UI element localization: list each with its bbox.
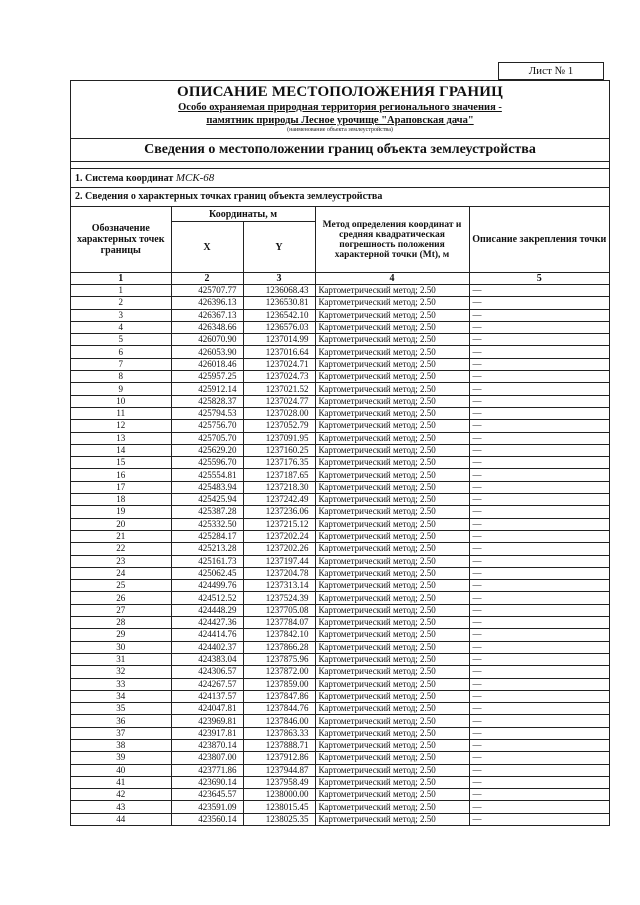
table-row xyxy=(71,494,609,506)
method-cell: Картометрический метод; 2.50 xyxy=(315,383,469,395)
description-cell: — xyxy=(469,801,609,813)
table-row xyxy=(71,592,609,604)
object-name-caption: (наименование объекта землеустройства) xyxy=(287,127,393,133)
table-row xyxy=(71,764,609,776)
table-row xyxy=(71,801,609,813)
table-row xyxy=(71,309,609,321)
x-coordinate-cell: 425554.81 xyxy=(171,469,243,481)
point-number-cell: 30 xyxy=(71,641,171,653)
table-row xyxy=(71,346,609,358)
method-cell: Картометрический метод; 2.50 xyxy=(315,444,469,456)
coordinate-system-line xyxy=(71,169,609,188)
y-coordinate-cell: 1236542.10 xyxy=(243,309,315,321)
table-row xyxy=(71,518,609,530)
y-coordinate-cell: 1237160.25 xyxy=(243,444,315,456)
method-cell: Картометрический метод; 2.50 xyxy=(315,776,469,788)
x-coordinate-cell: 423690.14 xyxy=(171,776,243,788)
point-number-cell: 36 xyxy=(71,715,171,727)
x-coordinate-cell: 423969.81 xyxy=(171,715,243,727)
table-row xyxy=(71,506,609,518)
x-coordinate-cell: 424047.81 xyxy=(171,703,243,715)
method-cell: Картометрический метод; 2.50 xyxy=(315,407,469,419)
y-coordinate-cell: 1237197.44 xyxy=(243,555,315,567)
x-coordinate-cell: 425705.70 xyxy=(171,432,243,444)
method-cell: Картометрический метод; 2.50 xyxy=(315,764,469,776)
method-cell: Картометрический метод; 2.50 xyxy=(315,334,469,346)
x-coordinate-cell: 425161.73 xyxy=(171,555,243,567)
point-number-cell: 41 xyxy=(71,776,171,788)
point-number-cell: 44 xyxy=(71,813,171,825)
y-coordinate-cell: 1237024.73 xyxy=(243,371,315,383)
y-coordinate-cell: 1237958.49 xyxy=(243,776,315,788)
y-coordinate-cell: 1238015.45 xyxy=(243,801,315,813)
column-number-row xyxy=(71,273,609,285)
point-number-cell: 40 xyxy=(71,764,171,776)
y-coordinate-cell: 1237016.64 xyxy=(243,346,315,358)
x-coordinate-cell: 426396.13 xyxy=(171,297,243,309)
description-cell: — xyxy=(469,653,609,665)
y-coordinate-cell: 1237091.95 xyxy=(243,432,315,444)
description-cell: — xyxy=(469,567,609,579)
y-coordinate-cell: 1237052.79 xyxy=(243,420,315,432)
point-number-cell: 43 xyxy=(71,801,171,813)
y-coordinate-cell: 1237888.71 xyxy=(243,739,315,751)
section-title: Сведения о местоположении границ объекта землеустройства xyxy=(71,139,609,162)
point-number-cell: 34 xyxy=(71,690,171,702)
description-cell: — xyxy=(469,407,609,419)
table-row xyxy=(71,285,609,297)
x-coordinate-cell: 423807.00 xyxy=(171,752,243,764)
description-cell: — xyxy=(469,481,609,493)
method-cell: Картометрический метод; 2.50 xyxy=(315,297,469,309)
y-coordinate-cell: 1237844.76 xyxy=(243,703,315,715)
point-number-cell: 25 xyxy=(71,580,171,592)
y-coordinate-cell: 1237202.26 xyxy=(243,543,315,555)
y-coordinate-cell: 1237021.52 xyxy=(243,383,315,395)
point-number-cell: 9 xyxy=(71,383,171,395)
column-number: 3 xyxy=(243,273,315,285)
description-cell: — xyxy=(469,371,609,383)
y-coordinate-cell: 1237875.96 xyxy=(243,653,315,665)
y-coordinate-cell: 1237028.00 xyxy=(243,407,315,419)
x-coordinate-cell: 424427.36 xyxy=(171,617,243,629)
object-name-line-2: памятник природы Лесное урочище "Араповская дача" xyxy=(206,115,474,126)
method-cell: Картометрический метод; 2.50 xyxy=(315,727,469,739)
x-coordinate-cell: 425213.28 xyxy=(171,543,243,555)
y-coordinate-cell: 1237187.65 xyxy=(243,469,315,481)
table-row xyxy=(71,530,609,542)
x-coordinate-cell: 424402.37 xyxy=(171,641,243,653)
y-coordinate-cell: 1237024.77 xyxy=(243,395,315,407)
table-row xyxy=(71,543,609,555)
description-cell: — xyxy=(469,617,609,629)
points-table-body xyxy=(71,285,609,826)
y-coordinate-cell: 1237847.86 xyxy=(243,690,315,702)
description-cell: — xyxy=(469,530,609,542)
y-coordinate-cell: 1237236.06 xyxy=(243,506,315,518)
method-cell: Картометрический метод; 2.50 xyxy=(315,789,469,801)
x-coordinate-cell: 423645.57 xyxy=(171,789,243,801)
x-coordinate-cell: 425629.20 xyxy=(171,444,243,456)
x-coordinate-cell: 425912.14 xyxy=(171,383,243,395)
point-number-cell: 19 xyxy=(71,506,171,518)
point-number-cell: 7 xyxy=(71,358,171,370)
description-cell: — xyxy=(469,666,609,678)
header-point: Обозначение характерных точек границы xyxy=(71,207,171,273)
table-row xyxy=(71,653,609,665)
column-number: 4 xyxy=(315,273,469,285)
description-cell: — xyxy=(469,678,609,690)
x-coordinate-cell: 424267.57 xyxy=(171,678,243,690)
y-coordinate-cell: 1236576.03 xyxy=(243,321,315,333)
description-cell: — xyxy=(469,444,609,456)
x-coordinate-cell: 425387.28 xyxy=(171,506,243,518)
method-cell: Картометрический метод; 2.50 xyxy=(315,420,469,432)
header-y: Y xyxy=(243,222,315,273)
description-cell: — xyxy=(469,813,609,825)
header-coords: Координаты, м xyxy=(171,207,315,222)
method-cell: Картометрический метод; 2.50 xyxy=(315,666,469,678)
y-coordinate-cell: 1237859.00 xyxy=(243,678,315,690)
sheet-number: Лист № 1 xyxy=(498,62,604,80)
table-row xyxy=(71,297,609,309)
y-coordinate-cell: 1237024.71 xyxy=(243,358,315,370)
table-row xyxy=(71,334,609,346)
description-cell: — xyxy=(469,776,609,788)
y-coordinate-cell: 1236530.81 xyxy=(243,297,315,309)
point-number-cell: 23 xyxy=(71,555,171,567)
method-cell: Картометрический метод; 2.50 xyxy=(315,530,469,542)
document-frame xyxy=(70,80,610,826)
table-row xyxy=(71,567,609,579)
description-cell: — xyxy=(469,555,609,567)
point-number-cell: 12 xyxy=(71,420,171,432)
table-row xyxy=(71,813,609,825)
table-row xyxy=(71,629,609,641)
method-cell: Картометрический метод; 2.50 xyxy=(315,543,469,555)
x-coordinate-cell: 424414.76 xyxy=(171,629,243,641)
description-cell: — xyxy=(469,506,609,518)
table-row xyxy=(71,617,609,629)
x-coordinate-cell: 425062.45 xyxy=(171,567,243,579)
y-coordinate-cell: 1237218.30 xyxy=(243,481,315,493)
description-cell: — xyxy=(469,334,609,346)
point-number-cell: 35 xyxy=(71,703,171,715)
description-cell: — xyxy=(469,395,609,407)
y-coordinate-cell: 1237215.12 xyxy=(243,518,315,530)
method-cell: Картометрический метод; 2.50 xyxy=(315,285,469,297)
x-coordinate-cell: 425828.37 xyxy=(171,395,243,407)
point-number-cell: 38 xyxy=(71,739,171,751)
method-cell: Картометрический метод; 2.50 xyxy=(315,518,469,530)
point-number-cell: 32 xyxy=(71,666,171,678)
method-cell: Картометрический метод; 2.50 xyxy=(315,506,469,518)
method-cell: Картометрический метод; 2.50 xyxy=(315,321,469,333)
table-row xyxy=(71,420,609,432)
table-row xyxy=(71,383,609,395)
method-cell: Картометрический метод; 2.50 xyxy=(315,813,469,825)
point-number-cell: 26 xyxy=(71,592,171,604)
coordinate-system-value: МСК-68 xyxy=(175,172,215,184)
method-cell: Картометрический метод; 2.50 xyxy=(315,457,469,469)
description-cell: — xyxy=(469,592,609,604)
point-number-cell: 4 xyxy=(71,321,171,333)
point-number-cell: 6 xyxy=(71,346,171,358)
table-row xyxy=(71,678,609,690)
x-coordinate-cell: 424383.04 xyxy=(171,653,243,665)
y-coordinate-cell: 1238000.00 xyxy=(243,789,315,801)
point-number-cell: 11 xyxy=(71,407,171,419)
x-coordinate-cell: 424448.29 xyxy=(171,604,243,616)
table-row xyxy=(71,776,609,788)
y-coordinate-cell: 1237863.33 xyxy=(243,727,315,739)
point-number-cell: 13 xyxy=(71,432,171,444)
description-cell: — xyxy=(469,580,609,592)
header-x: X xyxy=(171,222,243,273)
table-row xyxy=(71,580,609,592)
y-coordinate-cell: 1237944.87 xyxy=(243,764,315,776)
table-row xyxy=(71,752,609,764)
description-cell: — xyxy=(469,703,609,715)
point-number-cell: 8 xyxy=(71,371,171,383)
method-cell: Картометрический метод; 2.50 xyxy=(315,309,469,321)
y-coordinate-cell: 1237176.35 xyxy=(243,457,315,469)
method-cell: Картометрический метод; 2.50 xyxy=(315,739,469,751)
point-number-cell: 20 xyxy=(71,518,171,530)
description-cell: — xyxy=(469,358,609,370)
table-row xyxy=(71,690,609,702)
description-cell: — xyxy=(469,285,609,297)
method-cell: Картометрический метод; 2.50 xyxy=(315,653,469,665)
y-coordinate-cell: 1237204.78 xyxy=(243,567,315,579)
x-coordinate-cell: 423917.81 xyxy=(171,727,243,739)
y-coordinate-cell: 1236068.43 xyxy=(243,285,315,297)
header-method: Метод определения координат и средняя квадратическая погрешность положения характерной точки (Mt), м xyxy=(315,207,469,273)
table-row xyxy=(71,358,609,370)
point-number-cell: 2 xyxy=(71,297,171,309)
x-coordinate-cell: 425707.77 xyxy=(171,285,243,297)
method-cell: Картометрический метод; 2.50 xyxy=(315,703,469,715)
x-coordinate-cell: 424512.52 xyxy=(171,592,243,604)
x-coordinate-cell: 425425.94 xyxy=(171,494,243,506)
y-coordinate-cell: 1237524.39 xyxy=(243,592,315,604)
x-coordinate-cell: 425756.70 xyxy=(171,420,243,432)
x-coordinate-cell: 425483.94 xyxy=(171,481,243,493)
y-coordinate-cell: 1237014.99 xyxy=(243,334,315,346)
method-cell: Картометрический метод; 2.50 xyxy=(315,580,469,592)
method-cell: Картометрический метод; 2.50 xyxy=(315,690,469,702)
point-number-cell: 5 xyxy=(71,334,171,346)
table-row xyxy=(71,727,609,739)
x-coordinate-cell: 424137.57 xyxy=(171,690,243,702)
object-name-line-1: Особо охраняемая природная территория регионального значения - xyxy=(178,102,502,113)
method-cell: Картометрический метод; 2.50 xyxy=(315,432,469,444)
table-row xyxy=(71,789,609,801)
y-coordinate-cell: 1237866.28 xyxy=(243,641,315,653)
table-row xyxy=(71,703,609,715)
method-cell: Картометрический метод; 2.50 xyxy=(315,469,469,481)
y-coordinate-cell: 1237912.86 xyxy=(243,752,315,764)
table-row xyxy=(71,739,609,751)
point-number-cell: 17 xyxy=(71,481,171,493)
description-cell: — xyxy=(469,752,609,764)
y-coordinate-cell: 1237705.08 xyxy=(243,604,315,616)
description-cell: — xyxy=(469,641,609,653)
x-coordinate-cell: 425957.25 xyxy=(171,371,243,383)
point-number-cell: 27 xyxy=(71,604,171,616)
points-section-label: 2. Сведения о характерных точках границ объекта землеустройства xyxy=(71,188,609,207)
y-coordinate-cell: 1237846.00 xyxy=(243,715,315,727)
description-cell: — xyxy=(469,727,609,739)
x-coordinate-cell: 425596.70 xyxy=(171,457,243,469)
description-cell: — xyxy=(469,457,609,469)
method-cell: Картометрический метод; 2.50 xyxy=(315,481,469,493)
description-cell: — xyxy=(469,690,609,702)
method-cell: Картометрический метод; 2.50 xyxy=(315,678,469,690)
description-cell: — xyxy=(469,383,609,395)
method-cell: Картометрический метод; 2.50 xyxy=(315,617,469,629)
x-coordinate-cell: 426367.13 xyxy=(171,309,243,321)
document-title: ОПИСАНИЕ МЕСТОПОЛОЖЕНИЯ ГРАНИЦ xyxy=(177,84,503,100)
point-number-cell: 29 xyxy=(71,629,171,641)
table-row xyxy=(71,395,609,407)
description-cell: — xyxy=(469,604,609,616)
point-number-cell: 10 xyxy=(71,395,171,407)
method-cell: Картометрический метод; 2.50 xyxy=(315,604,469,616)
point-number-cell: 1 xyxy=(71,285,171,297)
description-cell: — xyxy=(469,739,609,751)
x-coordinate-cell: 426018.46 xyxy=(171,358,243,370)
document-header xyxy=(71,81,609,139)
table-row xyxy=(71,371,609,383)
table-row xyxy=(71,604,609,616)
y-coordinate-cell: 1237842.10 xyxy=(243,629,315,641)
method-cell: Картометрический метод; 2.50 xyxy=(315,592,469,604)
header-description: Описание закрепления точки xyxy=(469,207,609,273)
point-number-cell: 33 xyxy=(71,678,171,690)
table-row xyxy=(71,715,609,727)
point-number-cell: 31 xyxy=(71,653,171,665)
description-cell: — xyxy=(469,297,609,309)
point-number-cell: 24 xyxy=(71,567,171,579)
method-cell: Картометрический метод; 2.50 xyxy=(315,494,469,506)
x-coordinate-cell: 423591.09 xyxy=(171,801,243,813)
x-coordinate-cell: 424499.76 xyxy=(171,580,243,592)
spacer-row xyxy=(71,162,609,169)
description-cell: — xyxy=(469,789,609,801)
method-cell: Картометрический метод; 2.50 xyxy=(315,395,469,407)
description-cell: — xyxy=(469,420,609,432)
description-cell: — xyxy=(469,764,609,776)
description-cell: — xyxy=(469,469,609,481)
table-row xyxy=(71,407,609,419)
description-cell: — xyxy=(469,321,609,333)
y-coordinate-cell: 1237784.07 xyxy=(243,617,315,629)
x-coordinate-cell: 423560.14 xyxy=(171,813,243,825)
table-row xyxy=(71,457,609,469)
description-cell: — xyxy=(469,494,609,506)
description-cell: — xyxy=(469,543,609,555)
table-row xyxy=(71,469,609,481)
description-cell: — xyxy=(469,715,609,727)
point-number-cell: 3 xyxy=(71,309,171,321)
point-number-cell: 16 xyxy=(71,469,171,481)
method-cell: Картометрический метод; 2.50 xyxy=(315,629,469,641)
x-coordinate-cell: 424306.57 xyxy=(171,666,243,678)
description-cell: — xyxy=(469,309,609,321)
column-number: 1 xyxy=(71,273,171,285)
description-cell: — xyxy=(469,346,609,358)
y-coordinate-cell: 1237313.14 xyxy=(243,580,315,592)
point-number-cell: 28 xyxy=(71,617,171,629)
point-number-cell: 14 xyxy=(71,444,171,456)
method-cell: Картометрический метод; 2.50 xyxy=(315,358,469,370)
x-coordinate-cell: 425332.50 xyxy=(171,518,243,530)
method-cell: Картометрический метод; 2.50 xyxy=(315,752,469,764)
description-cell: — xyxy=(469,432,609,444)
coordinate-system-label: 1. Система координат xyxy=(75,173,174,184)
method-cell: Картометрический метод; 2.50 xyxy=(315,567,469,579)
description-cell: — xyxy=(469,518,609,530)
table-row xyxy=(71,481,609,493)
y-coordinate-cell: 1237202.24 xyxy=(243,530,315,542)
method-cell: Картометрический метод; 2.50 xyxy=(315,555,469,567)
table-row xyxy=(71,641,609,653)
table-row xyxy=(71,321,609,333)
x-coordinate-cell: 425794.53 xyxy=(171,407,243,419)
point-number-cell: 42 xyxy=(71,789,171,801)
y-coordinate-cell: 1237242.49 xyxy=(243,494,315,506)
description-cell: — xyxy=(469,629,609,641)
table-row xyxy=(71,555,609,567)
point-number-cell: 39 xyxy=(71,752,171,764)
method-cell: Картометрический метод; 2.50 xyxy=(315,641,469,653)
point-number-cell: 37 xyxy=(71,727,171,739)
point-number-cell: 15 xyxy=(71,457,171,469)
points-table xyxy=(71,207,609,825)
column-number: 5 xyxy=(469,273,609,285)
point-number-cell: 18 xyxy=(71,494,171,506)
table-row xyxy=(71,444,609,456)
method-cell: Картометрический метод; 2.50 xyxy=(315,715,469,727)
table-row xyxy=(71,432,609,444)
method-cell: Картометрический метод; 2.50 xyxy=(315,346,469,358)
x-coordinate-cell: 426070.90 xyxy=(171,334,243,346)
x-coordinate-cell: 425284.17 xyxy=(171,530,243,542)
method-cell: Картометрический метод; 2.50 xyxy=(315,801,469,813)
x-coordinate-cell: 423771.86 xyxy=(171,764,243,776)
point-number-cell: 21 xyxy=(71,530,171,542)
y-coordinate-cell: 1238025.35 xyxy=(243,813,315,825)
column-number: 2 xyxy=(171,273,243,285)
x-coordinate-cell: 423870.14 xyxy=(171,739,243,751)
x-coordinate-cell: 426348.66 xyxy=(171,321,243,333)
method-cell: Картометрический метод; 2.50 xyxy=(315,371,469,383)
point-number-cell: 22 xyxy=(71,543,171,555)
y-coordinate-cell: 1237872.00 xyxy=(243,666,315,678)
x-coordinate-cell: 426053.90 xyxy=(171,346,243,358)
table-row xyxy=(71,666,609,678)
